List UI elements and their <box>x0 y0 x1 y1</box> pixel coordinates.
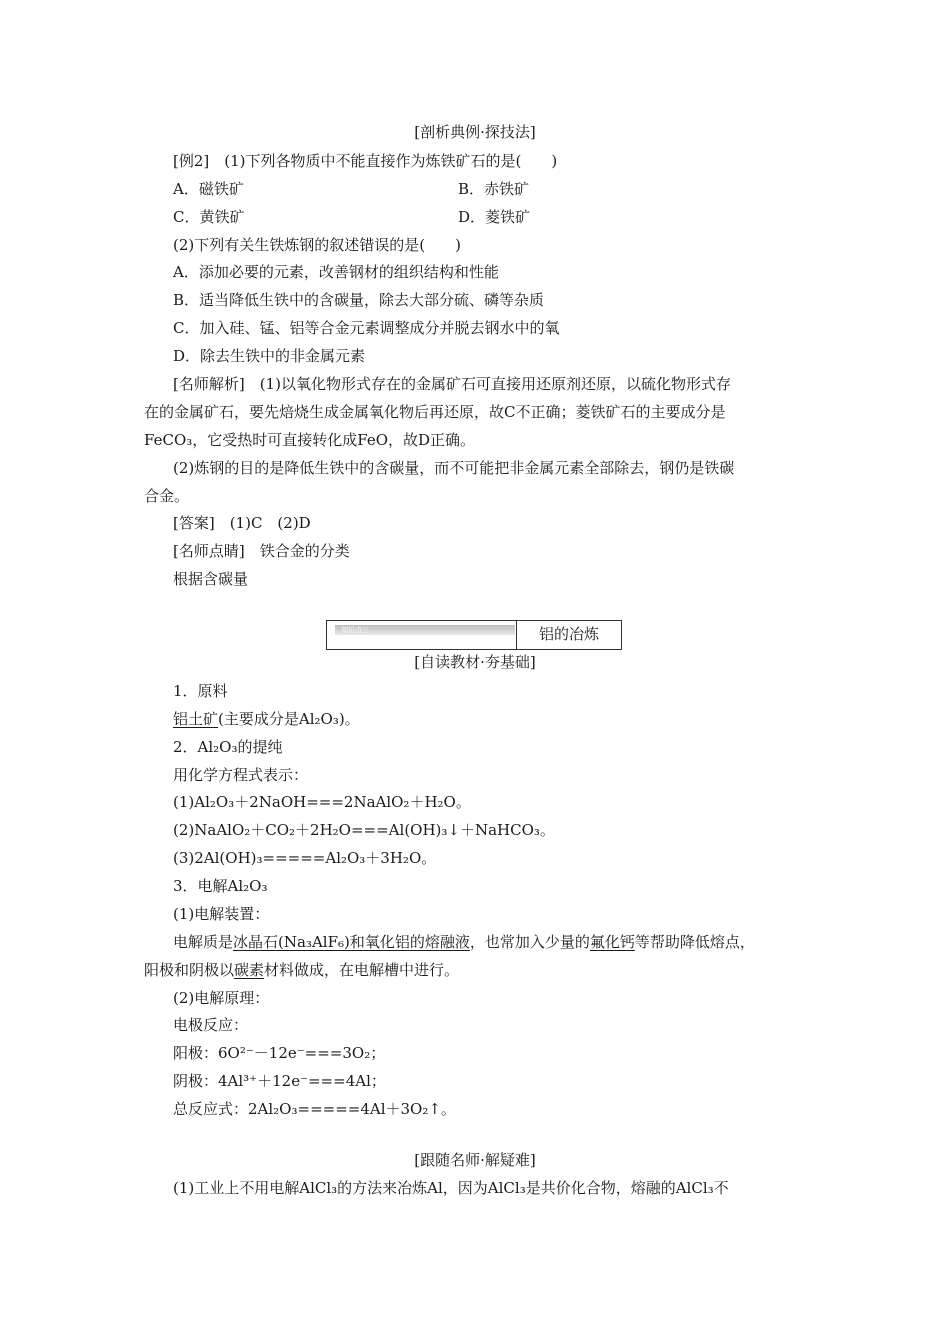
q2-option-c: C．加入硅、锰、铝等合金元素调整成分并脱去钢水中的氧 <box>173 319 560 337</box>
teacher-tip: [名师点睛] 铁合金的分类 <box>173 542 350 560</box>
anode-reaction: 阳极：6O²⁻－12e⁻===3O₂； <box>173 1044 386 1062</box>
equation-3: (3)2Al(OH)₃=====Al₂O₃＋3H₂O。 <box>173 849 437 867</box>
electrode-text-c: 材料做成，在电解槽中进行。 <box>264 961 460 979</box>
section-title-analysis: [剖析典例·探技法] <box>414 123 536 141</box>
electrolyte-text-c: ，也常加入少量的 <box>469 933 590 951</box>
option-d: D．菱铁矿 <box>458 208 531 226</box>
purify-intro: 用化学方程式表示： <box>173 766 309 784</box>
option-a: A．磁铁矿 <box>173 180 244 198</box>
electrolyte-text-e: 等帮助降低熔点， <box>634 933 755 951</box>
analysis-line-2: 在的金属矿石，要先焙烧生成金属氧化物后再还原，故C不正确；菱铁矿石的主要成分是 <box>144 403 726 421</box>
electrolyte-underlined: 冰晶石(Na₃AlF₆)和氧化铝的熔融液 <box>233 933 470 951</box>
electrolyte-text-a: 电解质是 <box>173 933 234 951</box>
equation-2: (2)NaAlO₂＋CO₂＋2H₂O===Al(OH)₃↓＋NaHCO₃。 <box>173 821 555 839</box>
cathode-reaction: 阴极：4Al³⁺＋12e⁻===4Al； <box>173 1072 386 1090</box>
analysis-line-1: [名师解析] (1)以氧化物形式存在的金属矿石可直接用还原剂还原，以硫化物形式存 <box>173 375 731 393</box>
raw-material-line <box>173 709 360 729</box>
purify-heading: 2．Al₂O₃的提纯 <box>173 738 283 756</box>
analysis-line-3: FeCO₃，它受热时可直接转化成FeO，故D正确。 <box>144 431 476 449</box>
calcium-fluoride-underlined: 氟化钙 <box>589 933 635 951</box>
electrolysis-device: (1)电解装置： <box>173 905 270 923</box>
answer: [答案] (1)C (2)D <box>173 514 311 532</box>
electrode-reaction: 电极反应： <box>173 1016 249 1034</box>
electrolysis-heading: 3．电解Al₂O₃ <box>173 877 268 895</box>
electrolysis-principle: (2)电解原理： <box>173 989 270 1007</box>
raw-material-heading: 1．原料 <box>173 682 228 700</box>
electrode-text-a: 阳极和阴极以 <box>144 961 235 979</box>
raw-material-rest: (主要成分是Al₂O₃)。 <box>218 710 360 728</box>
option-c: C．黄铁矿 <box>173 208 245 226</box>
doubt-line-1: (1)工业上不用电解AlCl₃的方法来冶炼Al，因为AlCl₃是共价化合物，熔融的AlCl₃不 <box>173 1179 729 1197</box>
analysis-line-5: 合金。 <box>144 487 190 505</box>
raw-material-ore: 铝土矿 <box>173 710 219 728</box>
banner-title: 铝的冶炼 <box>538 625 599 643</box>
knowledge-point-banner <box>326 620 622 650</box>
electrode-line <box>144 960 459 980</box>
carbon-underlined: 碳素 <box>234 961 265 979</box>
option-b: B．赤铁矿 <box>458 180 530 198</box>
example-question-1: [例2] (1)下列各物质中不能直接作为炼铁矿石的是( ) <box>173 152 558 170</box>
section-title-reading: [自读教材·夯基础] <box>414 653 536 671</box>
section-title-doubts: [跟随名师·解疑难] <box>414 1151 536 1169</box>
q2-option-d: D．除去生铁中的非金属元素 <box>173 347 366 365</box>
analysis-line-4: (2)炼钢的目的是降低生铁中的含碳量，而不可能把非金属元素全部除去，钢仍是铁碳 <box>173 459 735 477</box>
teacher-tip-sub: 根据含碳量 <box>173 570 249 588</box>
knowledge-point-tag: 知识点三 <box>335 625 515 635</box>
q2-option-b: B．适当降低生铁中的含碳量，除去大部分硫、磷等杂质 <box>173 291 545 309</box>
q2-option-a: A．添加必要的元素，改善钢材的组织结构和性能 <box>173 263 499 281</box>
example-question-2: (2)下列有关生铁炼钢的叙述错误的是( ) <box>173 236 461 254</box>
total-reaction: 总反应式：2Al₂O₃=====4Al＋3O₂↑。 <box>173 1100 456 1118</box>
electrolyte-line <box>173 932 755 952</box>
equation-1: (1)Al₂O₃＋2NaOH===2NaAlO₂＋H₂O。 <box>173 793 471 811</box>
